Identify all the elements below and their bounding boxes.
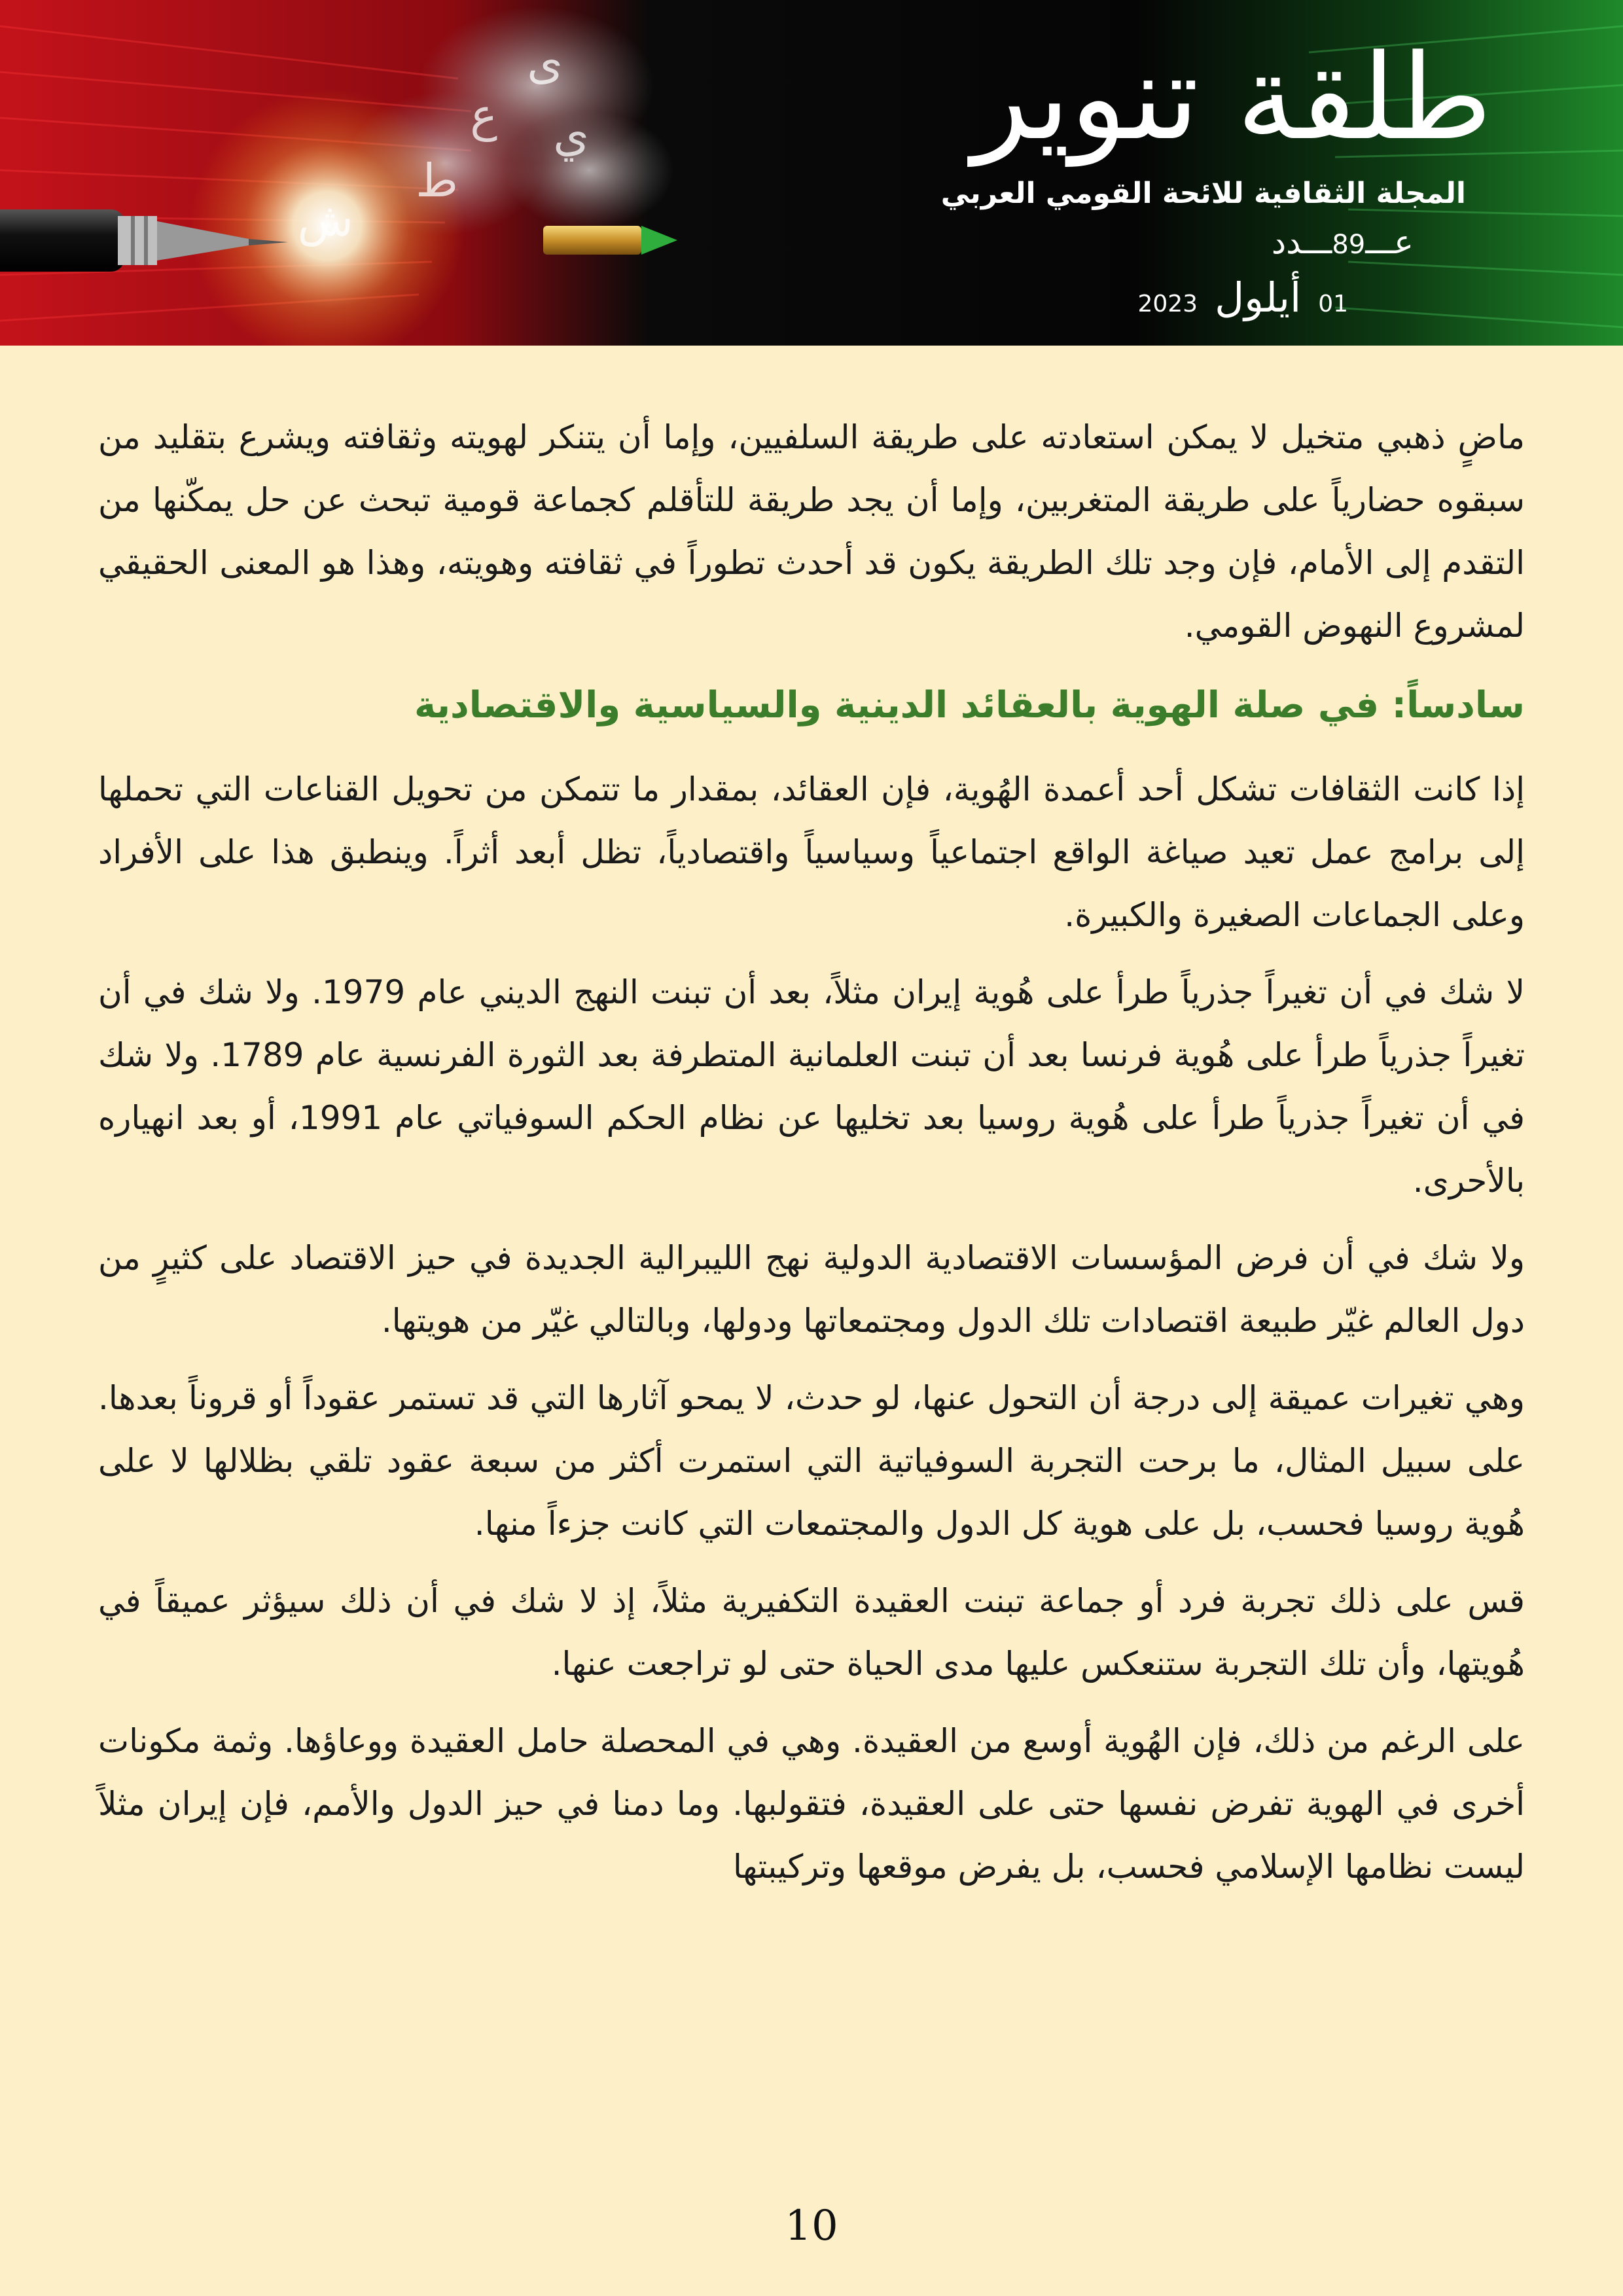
paragraph: ولا شك في أن فرض المؤسسات الاقتصادية الدولية نهج الليبرالية الجديدة في حيز الاقتصاد على كثيرٍ من دول العالم غيّر طبيعة اقتصادات تلك الدول ومجتمعاتها ودولها، وبالتالي غيّر من هويتها. <box>98 1239 1525 1340</box>
svg-text:ي: ي <box>553 108 589 162</box>
svg-text:ع: ع <box>470 88 497 142</box>
magazine-subtitle: المجلة الثقافية للائحة القومي العربي <box>940 177 1466 210</box>
article-body <box>98 406 1525 1912</box>
issue-date-year: 2023 <box>1137 291 1198 317</box>
paragraph: لا شك في أن تغيراً جذرياً طرأ على هُوية إيران مثلاً، بعد أن تبنت النهج الديني عام 1979. ولا شك في أن تغيراً جذرياً طرأ على هُوية فرنسا بعد أن تبنت العلمانية المتطرفة بعد الثورة الفرنسية عام 1789. ولا شك في أن تغيراً جذرياً طرأ على هُوية روسيا بعد تخليها عن نظام الحكم السوفياتي عام 1991، أو بعد انهياره بالأحرى. <box>98 973 1525 1200</box>
section-heading: سادساً: في صلة الهوية بالعقائد الدينية والسياسية والاقتصادية <box>414 684 1525 726</box>
issue-date-day: 01 <box>1318 291 1348 317</box>
magazine-header <box>0 0 1623 346</box>
paragraph: على الرغم من ذلك، فإن الهُوية أوسع من العقيدة. وهي في المحصلة حامل العقيدة ووعاؤها. وثمة مكونات أخرى في الهوية تفرض نفسها حتى على العقيدة، فتقولبها. وما دمنا في حيز الدول والأمم، فإن إيران مثلاً ليست نظامها الإسلامي فحسب، بل يفرض موقعها وتركيبتها <box>98 1722 1525 1886</box>
paragraph: إذا كانت الثقافات تشكل أحد أعمدة الهُوية، فإن العقائد، بمقدار ما تتمكن من تحويل القناعات التي تحملها إلى برامج عمل تعيد صياغة الواقع اجتماعياً وسياسياً واقتصادياً، تظل أبعد أثراً. وينطبق هذا على الأفراد وعلى الجماعات الصغيرة والكبيرة. <box>98 770 1525 934</box>
svg-text:ط: ط <box>416 154 458 207</box>
masthead <box>903 26 1492 213</box>
paragraph: ماضٍ ذهبي متخيل لا يمكن استعادته على طريقة السلفيين، وإما أن يتنكر لهويته وثقافته ويشرع بتقليد من سبقوه حضارياً على طريقة المتغربين، وإما أن يجد طريقة للتأقلم كجماعة قومية تبحث عن حل يمكّنها من التقدم إلى الأمام، فإن وجد تلك الطريقة يكون قد أحدث تطوراً في ثقافته وهويته، وهذا هو المعنى الحقيقي لمشروع النهوض القومي. <box>98 418 1525 645</box>
svg-text:ش: ش <box>297 193 353 247</box>
issue-number <box>1272 219 1414 268</box>
issue-number-value: 89 <box>1332 230 1366 260</box>
magazine-title: طلقة تنوير <box>972 29 1492 166</box>
page-number: 10 <box>785 2202 838 2250</box>
issue-date-month: أيلول <box>1215 274 1302 321</box>
svg-text:ى: ى <box>527 36 563 90</box>
issue-date <box>1137 275 1348 331</box>
issue-word-end: ـــدد <box>1271 223 1332 261</box>
paragraph: وهي تغيرات عميقة إلى درجة أن التحول عنها، لو حدث، لا يمحو آثارها التي قد تستمر عقوداً أو قروناً بعدها. على سبيل المثال، ما برحت التجربة السوفياتية التي استمرت أكثر من سبعة عقود تلقي بظلالها لا على هُوية روسيا فحسب، بل على هوية كل الدول والمجتمعات التي كانت جزءاً منها. <box>98 1379 1525 1543</box>
paragraph: قس على ذلك تجربة فرد أو جماعة تبنت العقيدة التكفيرية مثلاً، إذ لا شك في أن ذلك سيؤثر عميقاً في هُويتها، وأن تلك التجربة ستنعكس عليها مدى الحياة حتى لو تراجعت عنها. <box>98 1582 1525 1683</box>
issue-word-start: عـــ <box>1365 223 1414 261</box>
